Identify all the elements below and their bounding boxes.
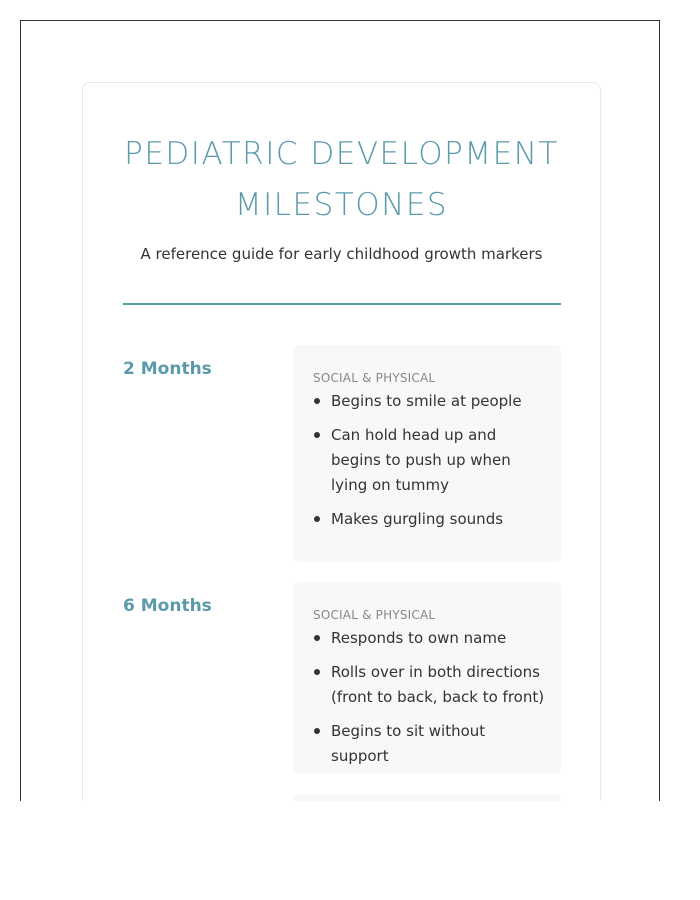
milestone-age-6-months: 6 Months <box>123 596 212 616</box>
header-divider <box>123 303 561 305</box>
milestone-age-2-months: 2 Months <box>123 359 212 379</box>
bullet-icon <box>314 516 320 522</box>
milestone-category-label: SOCIAL & PHYSICAL <box>313 371 436 385</box>
milestone-panel-6-months <box>293 582 561 774</box>
bullet-icon <box>314 728 320 734</box>
milestone-list <box>313 389 545 532</box>
milestone-panel-2-months <box>293 345 561 562</box>
page-title-line-2: MILESTONES <box>234 187 449 223</box>
milestone-category-label: SOCIAL & PHYSICAL <box>313 608 436 622</box>
milestone-item <box>313 423 545 498</box>
bullet-icon <box>314 398 320 404</box>
milestone-item-text: Begins to smile at people <box>331 392 522 410</box>
milestone-item-text: Begins to sit without support <box>331 722 486 765</box>
milestone-item <box>313 626 545 651</box>
milestones-card <box>82 82 601 801</box>
milestone-item <box>313 389 545 414</box>
milestone-list <box>313 626 545 769</box>
page-frame <box>20 20 660 801</box>
milestone-item <box>313 660 545 710</box>
milestone-panel-next <box>293 794 561 801</box>
bullet-icon <box>314 635 320 641</box>
milestone-item-text: Makes gurgling sounds <box>331 510 504 528</box>
bullet-icon <box>314 432 320 438</box>
milestone-item-text: Rolls over in both directions (front to back, back to front) <box>331 663 545 706</box>
page-title-line-1: PEDIATRIC DEVELOPMENT <box>124 136 559 172</box>
milestone-item-text: Can hold head up and begins to push up when lying on tummy <box>331 426 511 494</box>
milestone-item <box>313 507 545 532</box>
milestone-item-text: Responds to own name <box>331 629 507 647</box>
bullet-icon <box>314 669 320 675</box>
page-subtitle: A reference guide for early childhood growth markers <box>140 245 543 263</box>
milestone-item <box>313 719 545 769</box>
page-title <box>83 129 600 231</box>
